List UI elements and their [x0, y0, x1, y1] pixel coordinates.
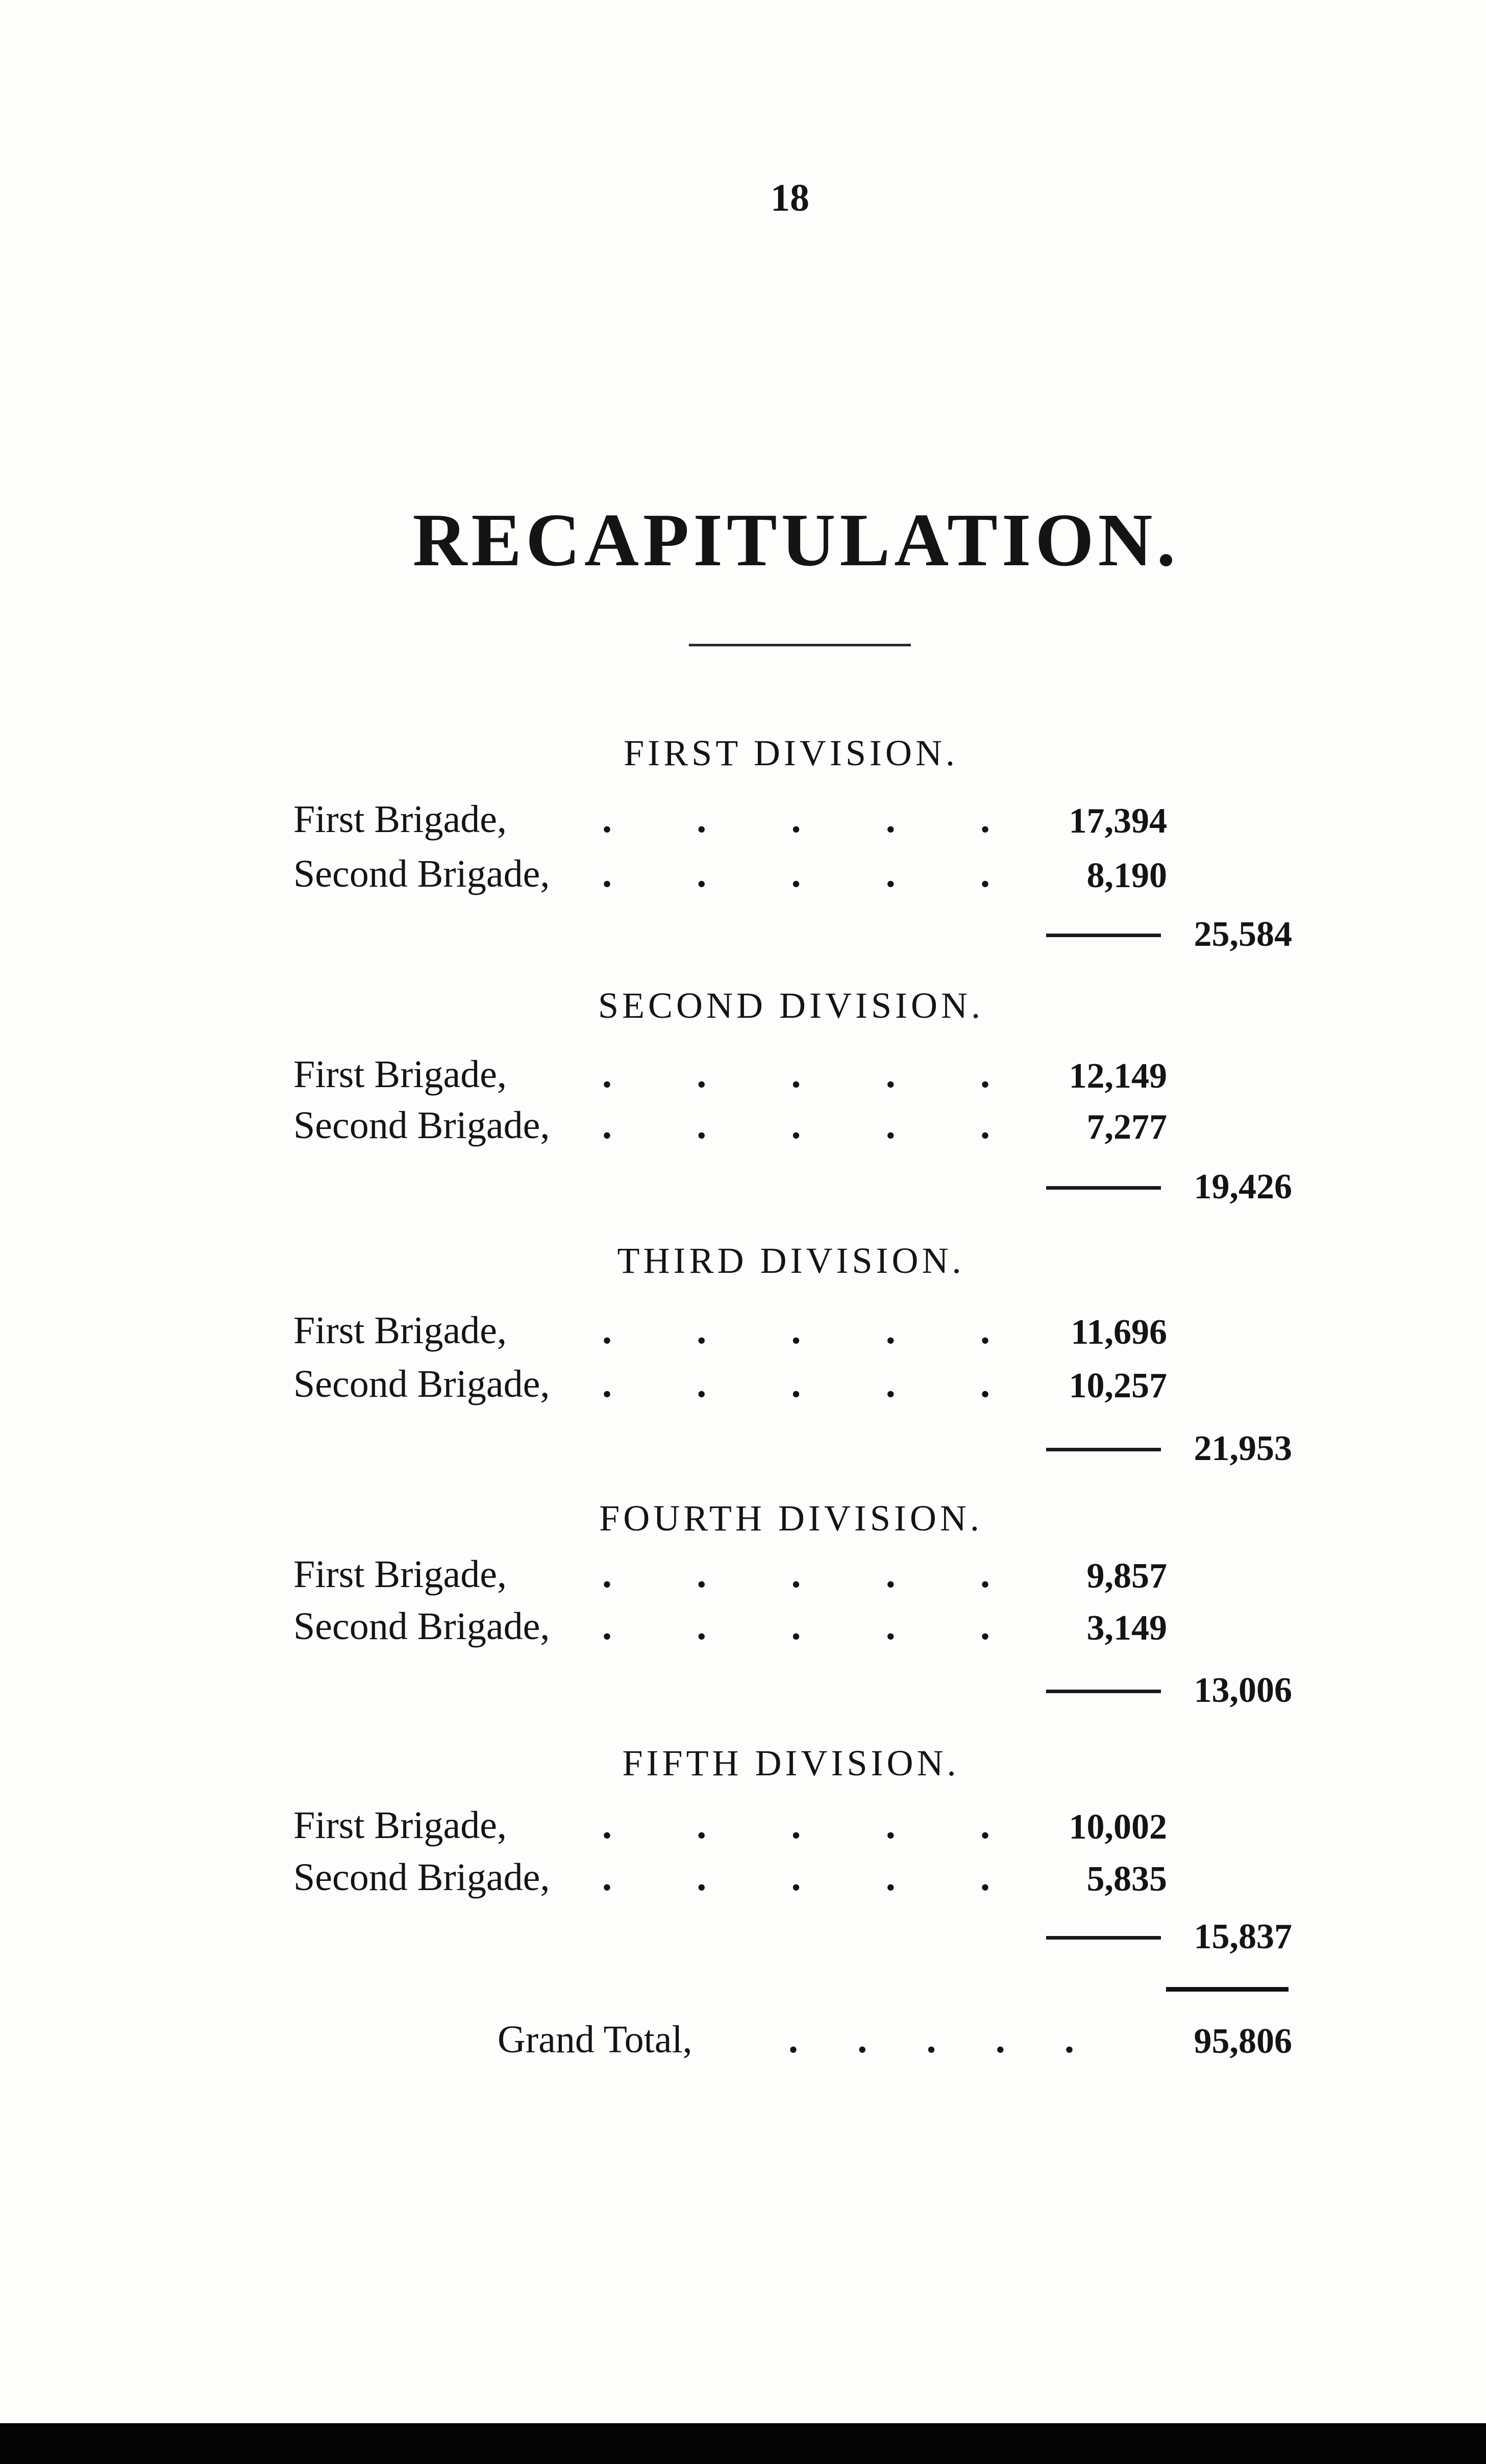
row-label: Second Brigade,: [293, 852, 550, 895]
row-value: 12,149: [1069, 1057, 1167, 1096]
row-value: 8,190: [1086, 856, 1167, 895]
division-heading-second: SECOND DIVISION.: [598, 985, 984, 1026]
row-label: First Brigade,: [293, 1053, 507, 1096]
dot-leader: . . . . .: [602, 1605, 990, 1648]
row-label: Second Brigade,: [293, 1605, 550, 1648]
dot-leader: . . . . .: [602, 1553, 990, 1596]
dot-leader: . . . . .: [602, 798, 990, 841]
division-heading-fifth: FIFTH DIVISION.: [622, 1743, 960, 1783]
grand-total-rule: [1166, 1987, 1289, 1992]
dot-leader: . . . . .: [602, 1053, 990, 1096]
row-label: Second Brigade,: [293, 1856, 550, 1899]
row-value: 3,149: [1086, 1608, 1167, 1648]
subtotal-value: 13,006: [1194, 1671, 1292, 1710]
subtotal-value: 25,584: [1194, 915, 1292, 954]
dot-leader: . . . . .: [602, 1856, 990, 1899]
row-label: First Brigade,: [293, 798, 507, 841]
row-value: 11,696: [1071, 1313, 1167, 1352]
scan-edge: [0, 2423, 1486, 2464]
page-number: 18: [771, 177, 809, 219]
subtotal-value: 21,953: [1194, 1429, 1292, 1468]
row-value: 5,835: [1086, 1859, 1167, 1899]
grand-total-value: 95,806: [1194, 2022, 1292, 2061]
division-heading-fourth: FOURTH DIVISION.: [599, 1498, 983, 1539]
dot-leader: . . . . .: [602, 1804, 990, 1847]
row-value: 10,002: [1069, 1807, 1167, 1847]
division-heading-first: FIRST DIVISION.: [624, 733, 958, 773]
dot-leader: . . . . .: [602, 852, 990, 895]
row-value: 7,277: [1086, 1108, 1167, 1147]
title-rule: [689, 644, 911, 646]
dot-leader: . . . . .: [602, 1363, 990, 1405]
dot-leader: . . . . .: [788, 2018, 1074, 2061]
row-label: Second Brigade,: [293, 1104, 550, 1147]
dot-leader: . . . . .: [602, 1104, 990, 1147]
row-label: First Brigade,: [293, 1553, 507, 1596]
row-label: Second Brigade,: [293, 1363, 550, 1405]
division-heading-third: THIRD DIVISION.: [617, 1240, 965, 1281]
row-value: 17,394: [1069, 801, 1167, 841]
row-label: First Brigade,: [293, 1309, 507, 1352]
row-value: 9,857: [1086, 1556, 1167, 1596]
page-title: RECAPITULATION.: [412, 498, 1180, 582]
subtotal-value: 19,426: [1194, 1167, 1292, 1206]
grand-total-label: Grand Total,: [498, 2018, 692, 2061]
row-value: 10,257: [1069, 1366, 1167, 1405]
dot-leader: . . . . .: [602, 1309, 990, 1352]
subtotal-value: 15,837: [1194, 1917, 1292, 1956]
row-label: First Brigade,: [293, 1804, 507, 1847]
